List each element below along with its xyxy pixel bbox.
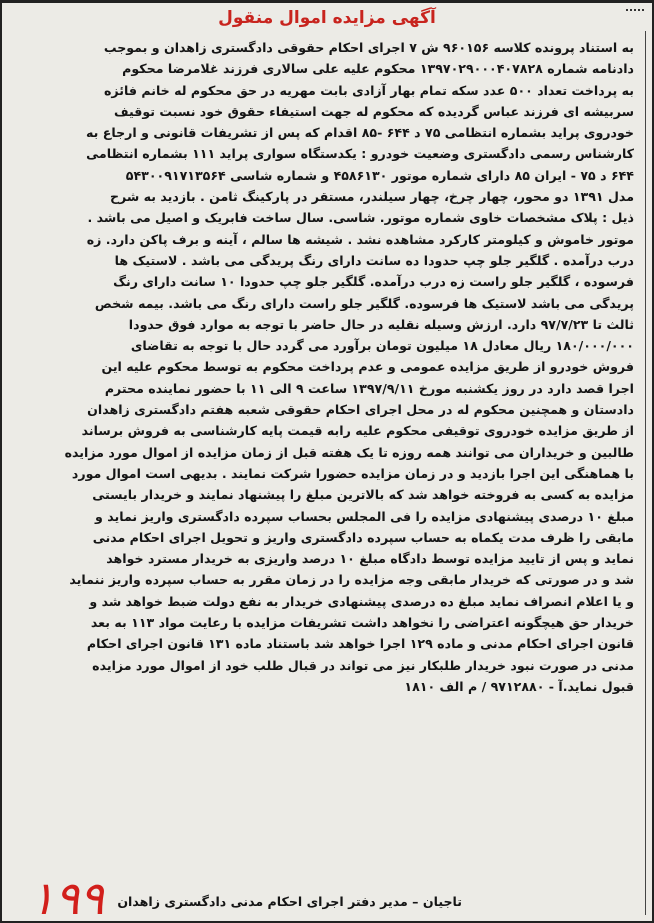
notice-line: طالبین و خریداران می توانند همه روزه تا یک هفته قبل از زمان مزایده از اموال مورد مزایده — [64, 444, 634, 460]
notice-line: نماید و پس از تایید مزایده توسط دادگاه مبلغ ۱۰ درصد واریزی به خریدار مسترد خواهد — [106, 551, 634, 567]
notice-line: مزایده به کسی به فروخته خواهد شد که بالاترین مبلغ را پیشنهاد نمایند و خریدار بایستی — [92, 487, 634, 503]
notice-line: به استناد پرونده کلاسه ۹۶۰۱۵۶ ش ۷ اجرای احکام حقوقی دادگستری زاهدان و بموجب — [103, 40, 634, 55]
notice-line: ثالث تا ۹۷/۷/۲۳ دارد. ارزش وسیله نقلیه در حال حاضر با توجه به موارد فوق حدودا — [128, 316, 634, 332]
notice-line: از طریق مزایده خودروی توقیفی محکوم علیه رابه قیمت پایه کارشناسی به فروش برساند — [81, 423, 634, 439]
notice-line: ذیل : پلاک مشخصات خاوی شماره موتور. شاسی. سال ساخت فابریک و اصیل می باشد . — [87, 210, 634, 226]
notice-line: خودروی پراید بشماره انتظامی ۷۵ د ۶۴۴ -۸۵ اقدام که پس از تشریفات قانونی و ارجاع به — [86, 125, 634, 141]
notice-line: کارشناس رسمی دادگستری وضعیت خودرو : یکدستگاه سواری پراید ۱۱۱ بشماره انتظامی — [86, 146, 634, 162]
notice-line: و یا اعلام انصراف نماید مبلغ ده درصدی پیشنهادی خریدار به نفع دولت ضبط خواهد شد و — [89, 593, 634, 609]
notice-line: دادستان و همچنین محکوم له در محل اجرای احکام حقوقی شعبه هفتم دادگستری زاهدان — [87, 402, 634, 418]
notice-line: اجرا قصد دارد در روز یکشنبه مورخ ۱۳۹۷/۹/۱۱ ساعت ۹ الی ۱۱ با حضور نماینده محترم — [104, 380, 634, 396]
notice-line: سربیشه ای فرزند عباس گردیده که محکوم له جهت استیفاء حقوق خود نسبت توقیف — [114, 103, 634, 119]
notice-line: با هماهنگی این اجرا بازدید و در زمان مزایده حضورا شرکت نمایند . بدیهی است اموال مورد — [71, 465, 634, 481]
notice-line: خریدار حق هیچگونه اعتراضی را نخواهد داشت تشریفات مزایده با رعایت مواد ۱۱۳ به بعد — [90, 615, 634, 631]
notice-line: مابقی را ظرف مدت یکماه به حساب سپرده دادگستری واریز و تحویل اجرای احکام مدنی — [92, 529, 634, 545]
notice-line: قبول نماید.آ - ۹۷۱۲۸۸۰ / م الف ۱۸۱۰ — [404, 678, 634, 694]
handwritten-number: ۱۹۹ — [30, 871, 105, 923]
notice-title: آگهی مزایده اموال منقول — [218, 8, 436, 28]
notice-line: فرسوده ، گلگیر جلو راست زه درب درآمده. گلگیر جلو چپ حدودا ۱۰ سانت دارای رنگ — [113, 274, 634, 290]
notice-line: شد و در صورتی که خریدار مابقی وجه مزایده را در زمان مقرر به حساب سپرده واریز ننماید — [69, 572, 634, 588]
notice-body — [20, 37, 634, 697]
notice-line: ۱۸۰/۰۰۰/۰۰۰ ریال معادل ۱۸ میلیون تومان برآورد می گردد حال با توجه به تقاضای — [130, 338, 634, 354]
notice-line: پریدگی می باشد لاستیک ها فرسوده. گلگیر جلو راست دارای رنگ می باشد. بیمه شخص — [94, 295, 634, 311]
notice-line: مبلغ ۱۰ درصدی پیشنهادی مزایده را فی المجلس بحساب سپرده دادگستری واریز نماید و — [95, 508, 634, 524]
notice-line: به پرداخت تعداد ۵۰۰ عدد سکه تمام بهار آزادی بابت مهریه در حق محکوم له خانم فائزه — [103, 82, 634, 98]
notice-line: فروش خودرو از طریق مزایده عمومی و عدم پرداخت محکوم به توسط محکوم علیه این — [101, 359, 634, 375]
notice-line: دادنامه شماره ۱۳۹۷۰۲۹۰۰۰۴۰۷۸۲۸ محکوم علیه علی سالاری فرزند غلامرضا محکوم — [122, 61, 634, 77]
notice-line: مدل ۱۳۹۱ دو محور، چهار چرخ، چهار سیلندر، مستقر در پارکینگ ثامن . بازدید به شرح — [109, 189, 634, 205]
notice-line: مدنی در صورت نبود خریدار طلبکار نیز می تواند در قبال طلب خود از اموال مورد مزایده — [92, 657, 634, 673]
notice-line: قانون اجرای احکام مدنی و ماده ۱۲۹ اجرا خواهد شد باستناد ماده ۱۳۱ قانون اجرای احکام — [86, 636, 634, 652]
notice-line: ۶۴۴ د ۷۵ - ایران ۸۵ دارای شماره موتور ۴۵۸۶۱۳۰ و شماره شاسی ۵۴۳۰۰۹۱۷۱۳۵۶۴ — [125, 167, 634, 183]
notice-line: درب درآمده . گلگیر جلو چپ حدودا ده سانت دارای رنگ پریدگی می باشد . لاستیک ها — [114, 252, 634, 268]
notice-line: موتور خاموش و کیلومتر کارکرد مشاهده نشد . شیشه ها سالم ، آینه و برف پاکن دارد. زه — [86, 231, 634, 247]
signature-line: تاجیان – مدیر دفتر اجرای احکام مدنی دادگستری زاهدان — [117, 894, 462, 909]
